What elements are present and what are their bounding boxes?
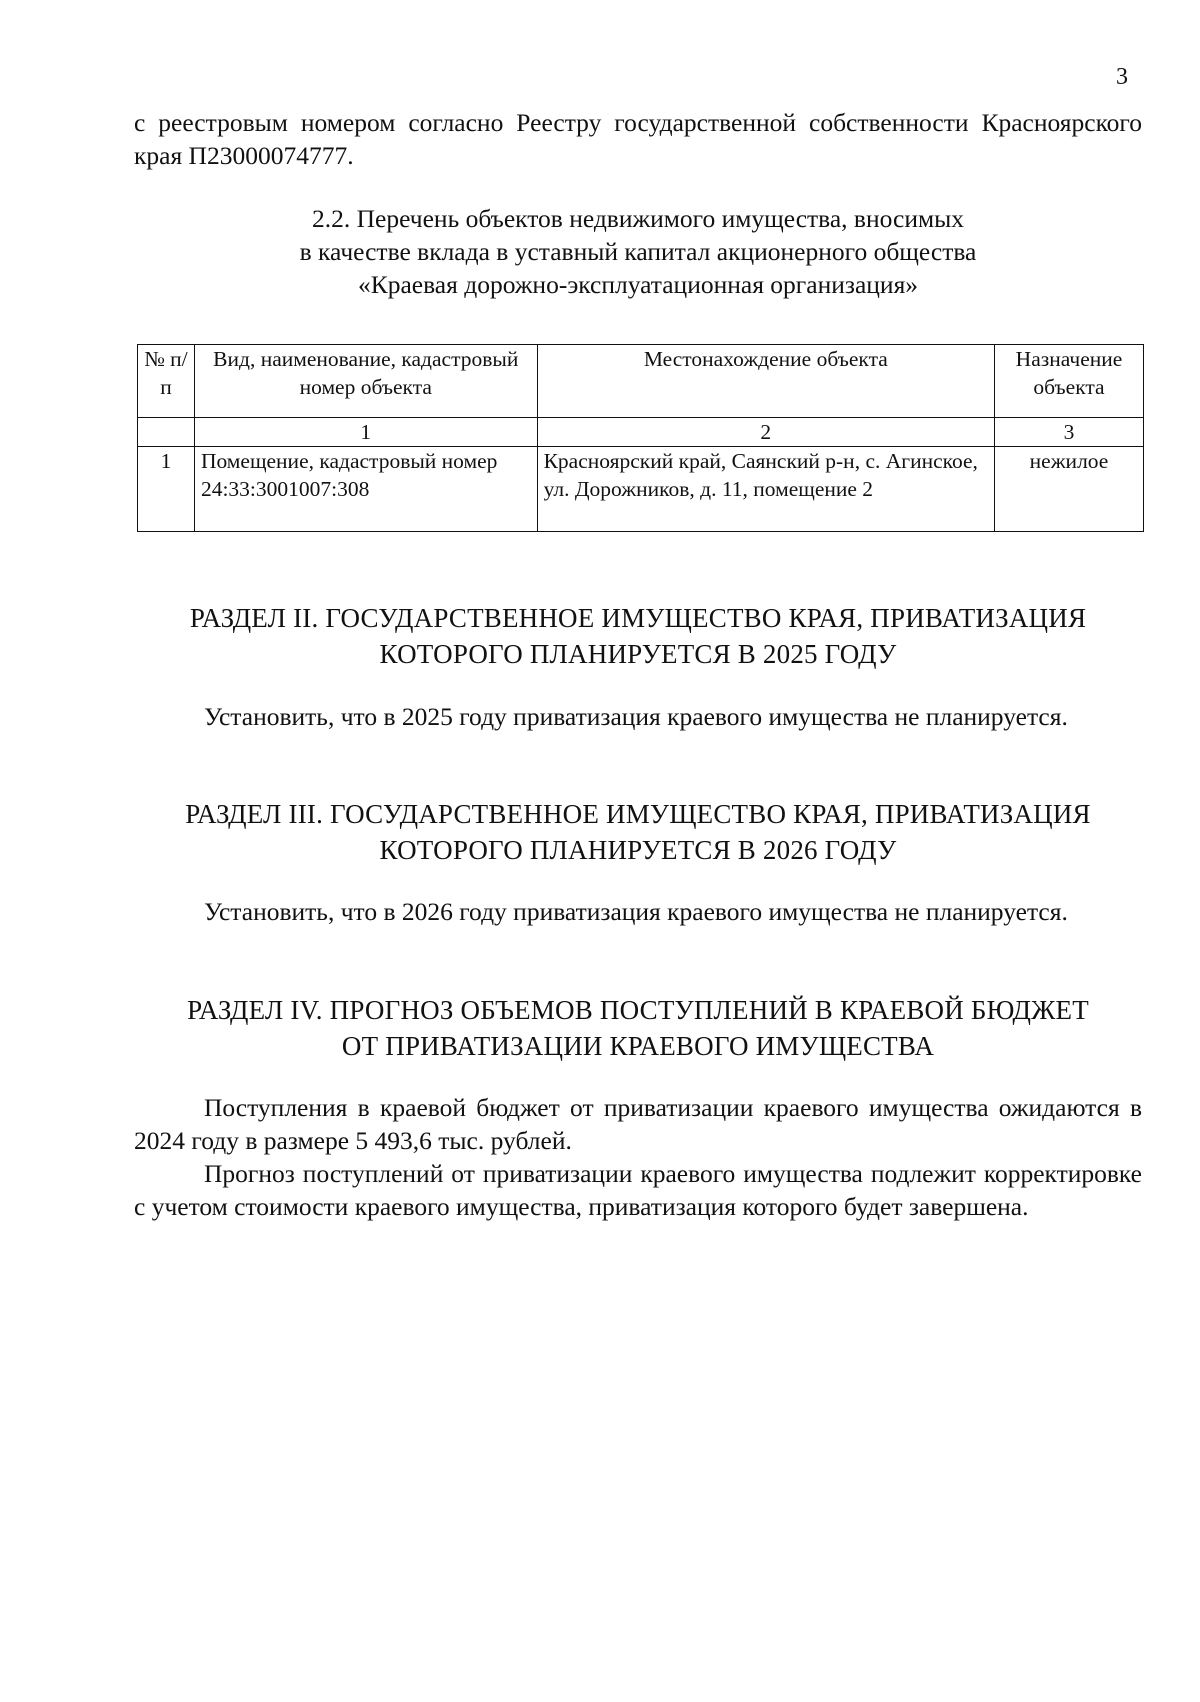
section2-heading (134, 600, 1142, 672)
list-heading (134, 202, 1142, 301)
list-heading-line: 2.2. Перечень объектов недвижимого имущества, вносимых (311, 204, 964, 233)
page-number: 3 (1116, 64, 1128, 90)
column-number-row (138, 418, 1144, 447)
header-location: Местонахождение объекта (537, 345, 994, 418)
row-num: 1 (138, 447, 195, 532)
header-purpose: Назначение объекта (995, 345, 1144, 418)
section3-text: Установить, что в 2026 году приватизация краевого имущества не планируется. (204, 897, 1068, 926)
header-name: Вид, наименование, кадастровый номер объекта (194, 345, 537, 418)
intro-paragraph: с реестровым номером согласно Реестру государственной собственности Красноярского края П23000074777. (134, 108, 1142, 170)
table-row (138, 447, 1144, 532)
property-table (137, 344, 1144, 532)
section-heading-line: КОТОРОГО ПЛАНИРУЕТСЯ В 2025 ГОДУ (379, 639, 897, 669)
section4-paragraph1: Поступления в краевой бюджет от приватизации краевого имущества ожидаются в 2024 году в размере 5 493,6 тыс. рублей. (134, 1093, 1142, 1155)
section-heading-line: РАЗДЕЛ IV. ПРОГНОЗ ОБЪЕМОВ ПОСТУПЛЕНИЙ В КРАЕВОЙ БЮДЖЕТ (187, 995, 1089, 1025)
row-location: Красноярский край, Саянский р-н, с. Агинское, ул. Дорожников, д. 11, помещение 2 (537, 447, 994, 532)
section-heading-line: КОТОРОГО ПЛАНИРУЕТСЯ В 2026 ГОДУ (379, 835, 897, 865)
list-heading-line: «Краевая дорожно-эксплуатационная организация» (357, 270, 919, 299)
table-header-row (138, 345, 1144, 418)
column-number-empty (138, 418, 195, 447)
column-number: 3 (995, 418, 1144, 447)
section4-heading (134, 992, 1142, 1064)
section-heading-line: РАЗДЕЛ II. ГОСУДАРСТВЕННОЕ ИМУЩЕСТВО КРАЯ, ПРИВАТИЗАЦИЯ (189, 603, 1087, 633)
section3-heading (134, 796, 1142, 868)
section-heading-line: ОТ ПРИВАТИЗАЦИИ КРАЕВОГО ИМУЩЕСТВА (341, 1031, 935, 1061)
row-name: Помещение, кадастровый номер 24:33:3001007:308 (194, 447, 537, 532)
section2-text: Установить, что в 2025 году приватизация краевого имущества не планируется. (204, 702, 1068, 731)
section4-paragraph2: Прогноз поступлений от приватизации краевого имущества подлежит корректировке с учетом стоимости краевого имущества, приватизация которого будет завершена. (134, 1159, 1142, 1221)
row-purpose: нежилое (995, 447, 1144, 532)
list-heading-line: в качестве вклада в уставный капитал акционерного общества (299, 237, 977, 266)
column-number: 2 (537, 418, 994, 447)
header-num: № п/п (138, 345, 195, 418)
section-heading-line: РАЗДЕЛ III. ГОСУДАРСТВЕННОЕ ИМУЩЕСТВО КРАЯ, ПРИВАТИЗАЦИЯ (185, 799, 1091, 829)
column-number: 1 (194, 418, 537, 447)
